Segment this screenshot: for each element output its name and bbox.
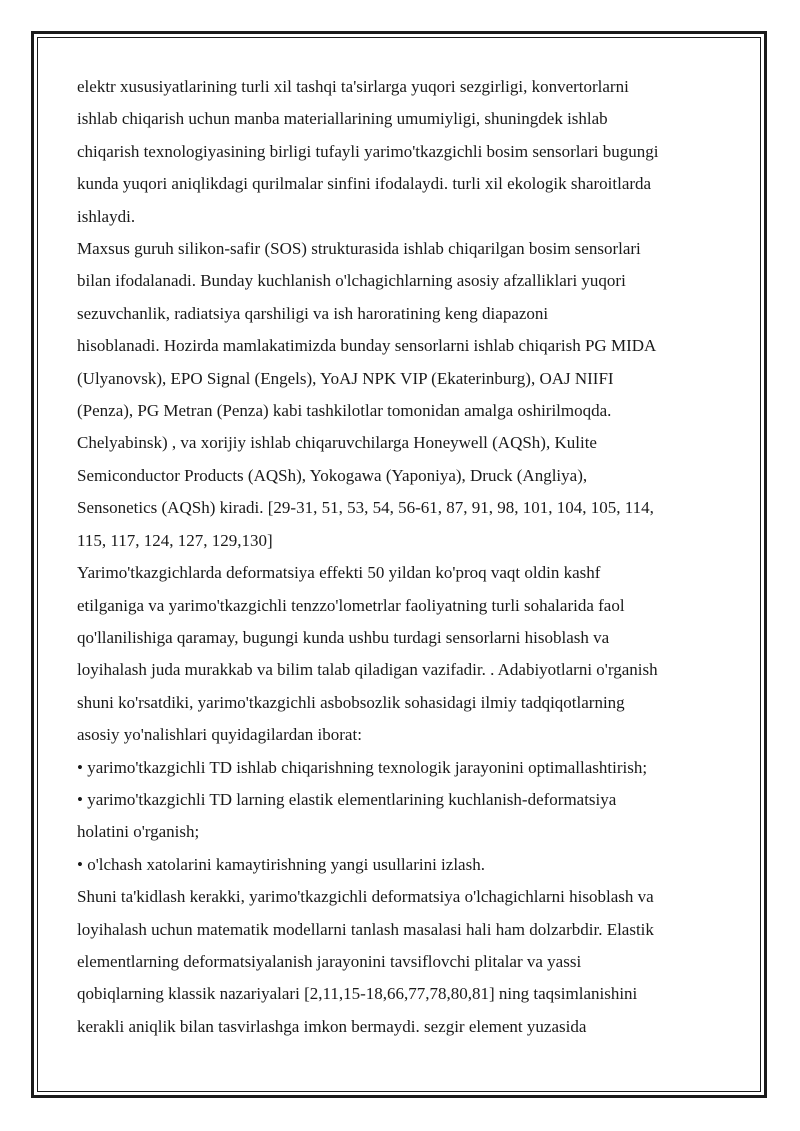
text-line: elektr xususiyatlarining turli xil tashqi ta'sirlarga yuqori sezgirligi, konvertorlarni bbox=[77, 77, 629, 96]
text-line: (Penza), PG Metran (Penza) kabi tashkilotlar tomonidan amalga oshirilmoqda. bbox=[77, 401, 612, 421]
list-item: • yarimo'tkazgichli TD larning elastik elementlarining kuchlanish-deformatsiya bbox=[77, 789, 617, 809]
document-body bbox=[77, 71, 727, 1043]
list-item: • o'lchash xatolarini kamaytirishning yangi usullarini izlash. bbox=[77, 854, 485, 874]
text-line: qobiqlarning klassik nazariyalari [2,11,15-18,66,77,78,80,81] ning taqsimlanishini bbox=[77, 984, 638, 1004]
text-line: 115, 117, 124, 127, 129,130] bbox=[77, 530, 273, 550]
text-line: hisoblanadi. Hozirda mamlakatimizda bunday sensorlarni ishlab chiqarish PG MIDA bbox=[77, 336, 657, 356]
text-line: loyihalash juda murakkab va bilim talab qiladigan vazifadir. . Adabiyotlarni o'rganish bbox=[77, 660, 658, 680]
text-line: kunda yuqori aniqlikdagi qurilmalar sinfini ifodalaydi. turli xil ekologik sharoitlarda bbox=[77, 174, 652, 194]
text-line: Sensonetics (AQSh) kiradi. [29-31, 51, 53, 54, 56-61, 87, 91, 98, 101, 104, 105, 114, bbox=[77, 498, 654, 518]
text-line: sezuvchanlik, radiatsiya qarshiligi va ish haroratining keng diapazoni bbox=[77, 303, 549, 323]
text-line: kerakli aniqlik bilan tasvirlashga imkon bermaydi. sezgir element yuzasida bbox=[77, 1016, 587, 1036]
text-line: Shuni ta'kidlash kerakki, yarimo'tkazgichli deformatsiya o'lchagichlarni hisoblash va bbox=[77, 887, 654, 907]
text-line: elementlarning deformatsiyalanish jarayonini tavsiflovchi plitalar va yassi bbox=[77, 951, 582, 971]
text-line: ishlab chiqarish uchun manba materiallarining umumiyligi, shuningdek ishlab bbox=[77, 109, 608, 129]
text-line: Chelyabinsk) , va xorijiy ishlab chiqaruvchilarga Honeywell (AQSh), Kulite bbox=[77, 433, 597, 453]
text-line: (Ulyanovsk), EPO Signal (Engels), YoAJ NPK VIP (Ekaterinburg), OAJ NIIFI bbox=[77, 368, 614, 388]
text-line: chiqarish texnologiyasining birligi tufayli yarimo'tkazgichli bosim sensorlari bugungi bbox=[77, 141, 659, 161]
list-item-continuation: holatini o'rganish; bbox=[77, 822, 200, 842]
text-line: qo'llanilishiga qaramay, bugungi kunda ushbu turdagi sensorlarni hisoblash va bbox=[77, 627, 610, 647]
text-line: asosiy yo'nalishlari quyidagilardan iborat: bbox=[77, 725, 362, 745]
text-line: Semiconductor Products (AQSh), Yokogawa (Yaponiya), Druck (Angliya), bbox=[77, 465, 588, 485]
text-line: shuni ko'rsatdiki, yarimo'tkazgichli asbobsozlik sohasidagi ilmiy tadqiqotlarning bbox=[77, 692, 625, 712]
text-line: ishlaydi. bbox=[77, 206, 136, 226]
text-line: Yarimo'tkazgichlarda deformatsiya effekti 50 yildan ko'proq vaqt oldin kashf bbox=[77, 563, 601, 583]
text-line: etilganiga va yarimo'tkazgichli tenzzo'lometrlar faoliyatning turli sohalarida faol bbox=[77, 595, 625, 615]
text-line: bilan ifodalanadi. Bunday kuchlanish o'lchagichlarning asosiy afzalliklari yuqori bbox=[77, 271, 626, 291]
text-line: Maxsus guruh silikon-safir (SOS) strukturasida ishlab chiqarilgan bosim sensorlari bbox=[77, 239, 641, 259]
text-line: loyihalash uchun matematik modellarni tanlash masalasi hali ham dolzarbdir. Elastik bbox=[77, 919, 654, 939]
list-item: • yarimo'tkazgichli TD ishlab chiqarishning texnologik jarayonini optimallashtirish; bbox=[77, 757, 648, 777]
